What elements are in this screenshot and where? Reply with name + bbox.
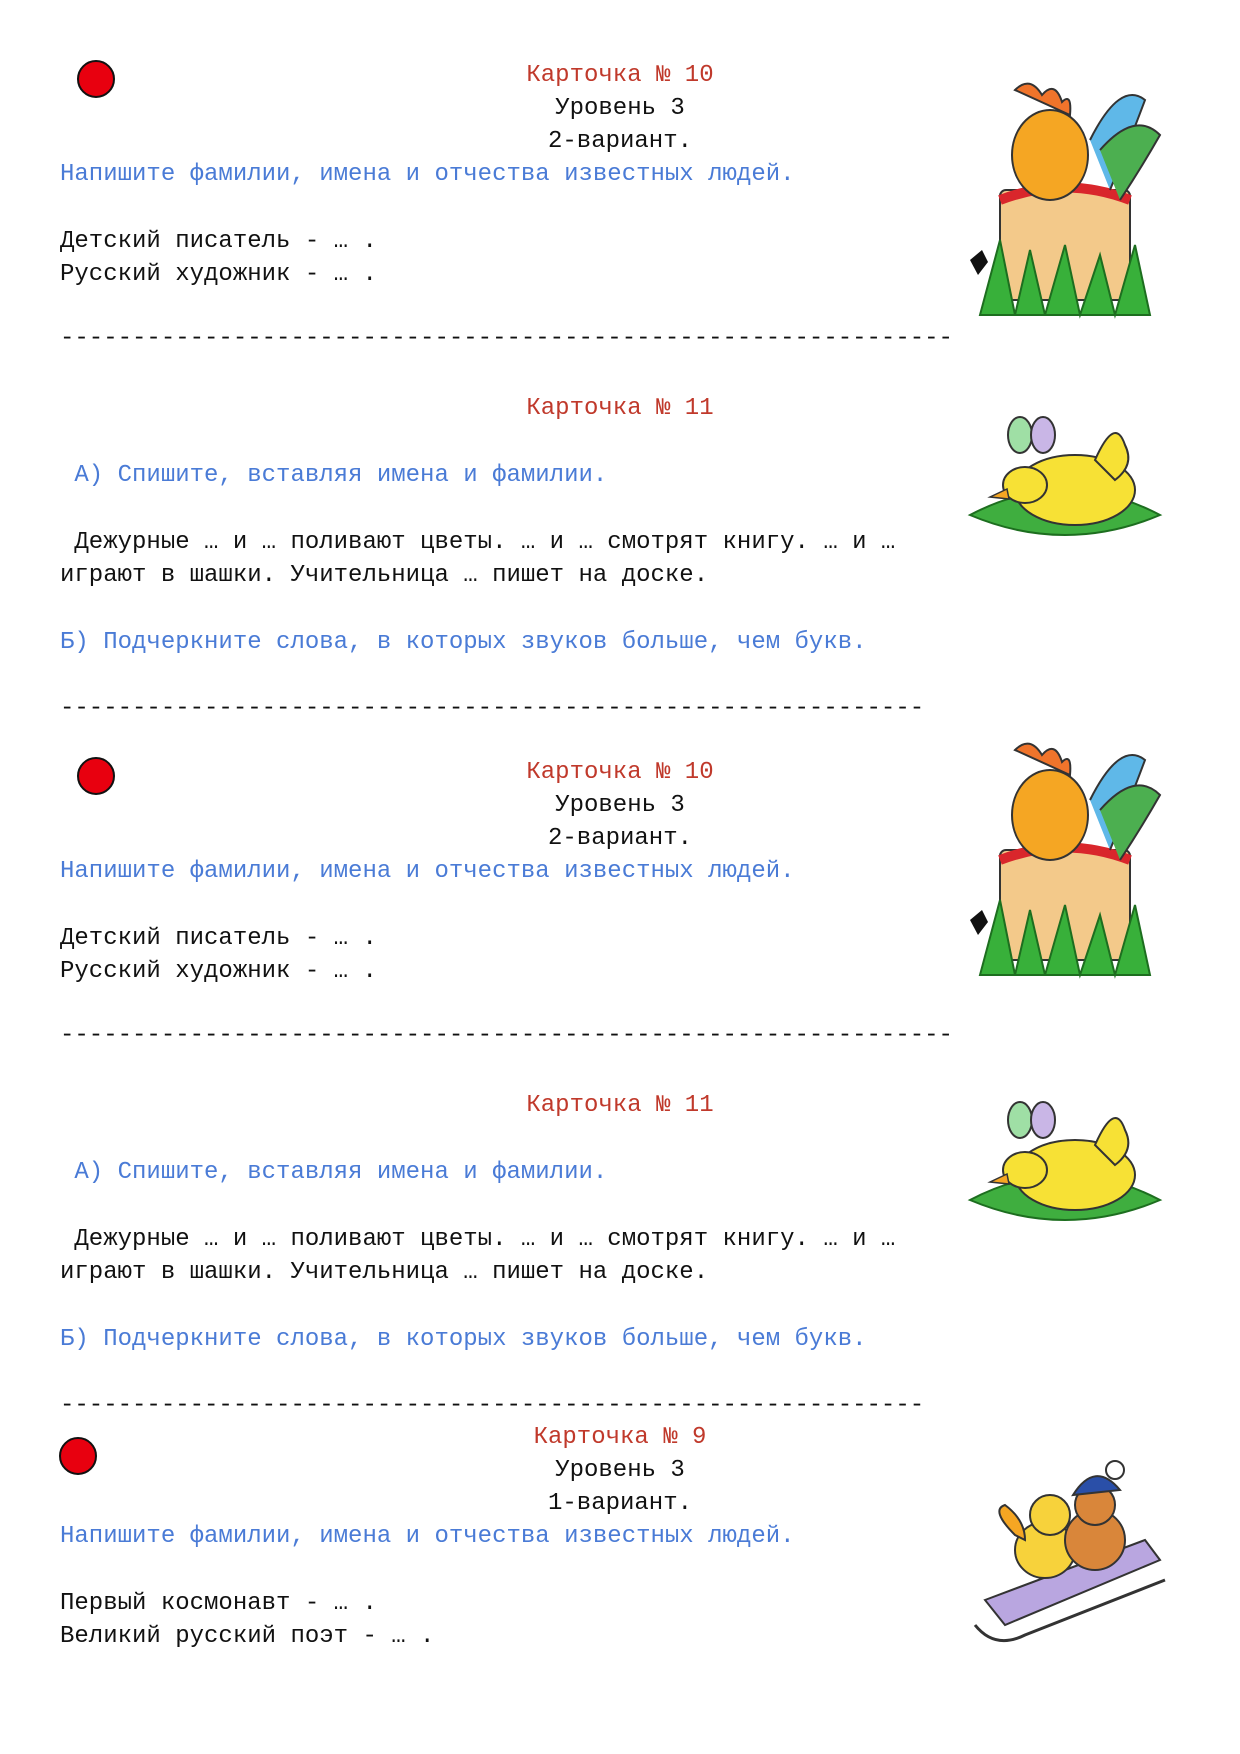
card-variant: 2-вариант. — [547, 128, 693, 155]
card-title: Карточка № 9 — [533, 1424, 707, 1451]
card-title: Карточка № 11 — [526, 1092, 714, 1119]
card-line: Первый космонавт - … . — [60, 1590, 377, 1617]
card-text-line: играют в шашки. Учительница … пишет на доске. — [60, 562, 709, 589]
card-task: Напишите фамилии, имена и отчества известных людей. — [60, 1523, 795, 1550]
card-variant: 2-вариант. — [547, 825, 693, 852]
separator-line: -------------------------------------------------------------- — [60, 1022, 953, 1049]
separator-line: ------------------------------------------------------------ — [60, 1392, 925, 1419]
card-level: Уровень 3 — [555, 1457, 685, 1484]
card-line: Русский художник - … . — [60, 261, 377, 288]
card-task: Напишите фамилии, имена и отчества известных людей. — [60, 858, 795, 885]
chick-with-butterfly-icon — [965, 405, 1165, 555]
card-task: Напишите фамилии, имена и отчества известных людей. — [60, 161, 795, 188]
separator-line: -------------------------------------------------------------- — [60, 325, 953, 352]
card-level: Уровень 3 — [555, 95, 685, 122]
card-text-line: играют в шашки. Учительница … пишет на доске. — [60, 1259, 709, 1286]
rooster-on-fence-icon — [970, 740, 1170, 980]
card-line: Русский художник - … . — [60, 958, 377, 985]
card-task-b: Б) Подчеркните слова, в которых звуков больше, чем букв. — [60, 629, 867, 656]
rooster-on-fence-icon — [970, 80, 1170, 320]
card-level: Уровень 3 — [555, 792, 685, 819]
card-line: Великий русский поэт - … . — [60, 1623, 435, 1650]
card-title: Карточка № 10 — [526, 62, 714, 89]
birds-on-sled-icon — [965, 1450, 1175, 1650]
card-text-line: Дежурные … и … поливают цветы. … и … смотрят книгу. … и … — [60, 1226, 896, 1253]
card-task-b: Б) Подчеркните слова, в которых звуков больше, чем букв. — [60, 1326, 867, 1353]
card-line: Детский писатель - … . — [60, 925, 377, 952]
card-task-a: А) Спишите, вставляя имена и фамилии. — [60, 462, 608, 489]
separator-line: ------------------------------------------------------------ — [60, 695, 925, 722]
card-line: Детский писатель - … . — [60, 228, 377, 255]
card-text-line: Дежурные … и … поливают цветы. … и … смотрят книгу. … и … — [60, 529, 896, 556]
chick-with-butterfly-icon — [965, 1090, 1165, 1240]
card-title: Карточка № 11 — [526, 395, 714, 422]
card-task-a: А) Спишите, вставляя имена и фамилии. — [60, 1159, 608, 1186]
card-title: Карточка № 10 — [526, 759, 714, 786]
card-variant: 1-вариант. — [547, 1490, 693, 1517]
